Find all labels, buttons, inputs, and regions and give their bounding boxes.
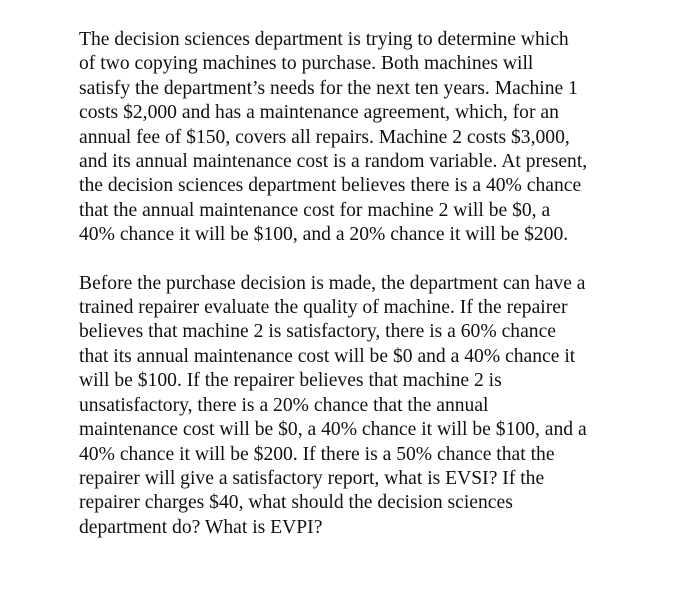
text-line: Before the purchase decision is made, the department can have a bbox=[79, 272, 586, 294]
document-body bbox=[79, 28, 639, 540]
text-line: costs $2,000 and has a maintenance agreement, which, for an bbox=[79, 102, 559, 124]
paragraph-machine-options bbox=[79, 28, 639, 248]
text-line: the decision sciences department believes there is a 40% chance bbox=[79, 175, 582, 197]
text-line: believes that machine 2 is satisfactory, there is a 60% chance bbox=[79, 321, 556, 343]
text-line: of two copying machines to purchase. Both machines will bbox=[79, 53, 534, 75]
text-line: and its annual maintenance cost is a random variable. At present, bbox=[79, 151, 588, 173]
paragraph-spacer bbox=[79, 248, 639, 272]
text-line: will be $100. If the repairer believes that machine 2 is bbox=[79, 370, 502, 392]
text-line: trained repairer evaluate the quality of machine. If the repairer bbox=[79, 297, 568, 319]
text-line: The decision sciences department is trying to determine which bbox=[79, 29, 569, 50]
text-line: annual fee of $150, covers all repairs. Machine 2 costs $3,000, bbox=[79, 126, 570, 148]
text-line: that the annual maintenance cost for machine 2 will be $0, a bbox=[79, 199, 551, 221]
text-line: department do? What is EVPI? bbox=[79, 516, 323, 538]
text-line: unsatisfactory, there is a 20% chance that the annual bbox=[79, 394, 489, 416]
text-line: repairer charges $40, what should the decision sciences bbox=[79, 492, 513, 514]
text-line: satisfy the department’s needs for the next ten years. Machine 1 bbox=[79, 77, 578, 99]
paragraph-repairer-evaluation bbox=[79, 272, 639, 540]
text-line: repairer will give a satisfactory report, what is EVSI? If the bbox=[79, 467, 545, 489]
text-line: 40% chance it will be $200. If there is a 50% chance that the bbox=[79, 443, 555, 465]
text-line: 40% chance it will be $100, and a 20% chance it will be $200. bbox=[79, 224, 569, 246]
text-line: that its annual maintenance cost will be $0 and a 40% chance it bbox=[79, 345, 576, 367]
text-line: maintenance cost will be $0, a 40% chance it will be $100, and a bbox=[79, 419, 587, 441]
